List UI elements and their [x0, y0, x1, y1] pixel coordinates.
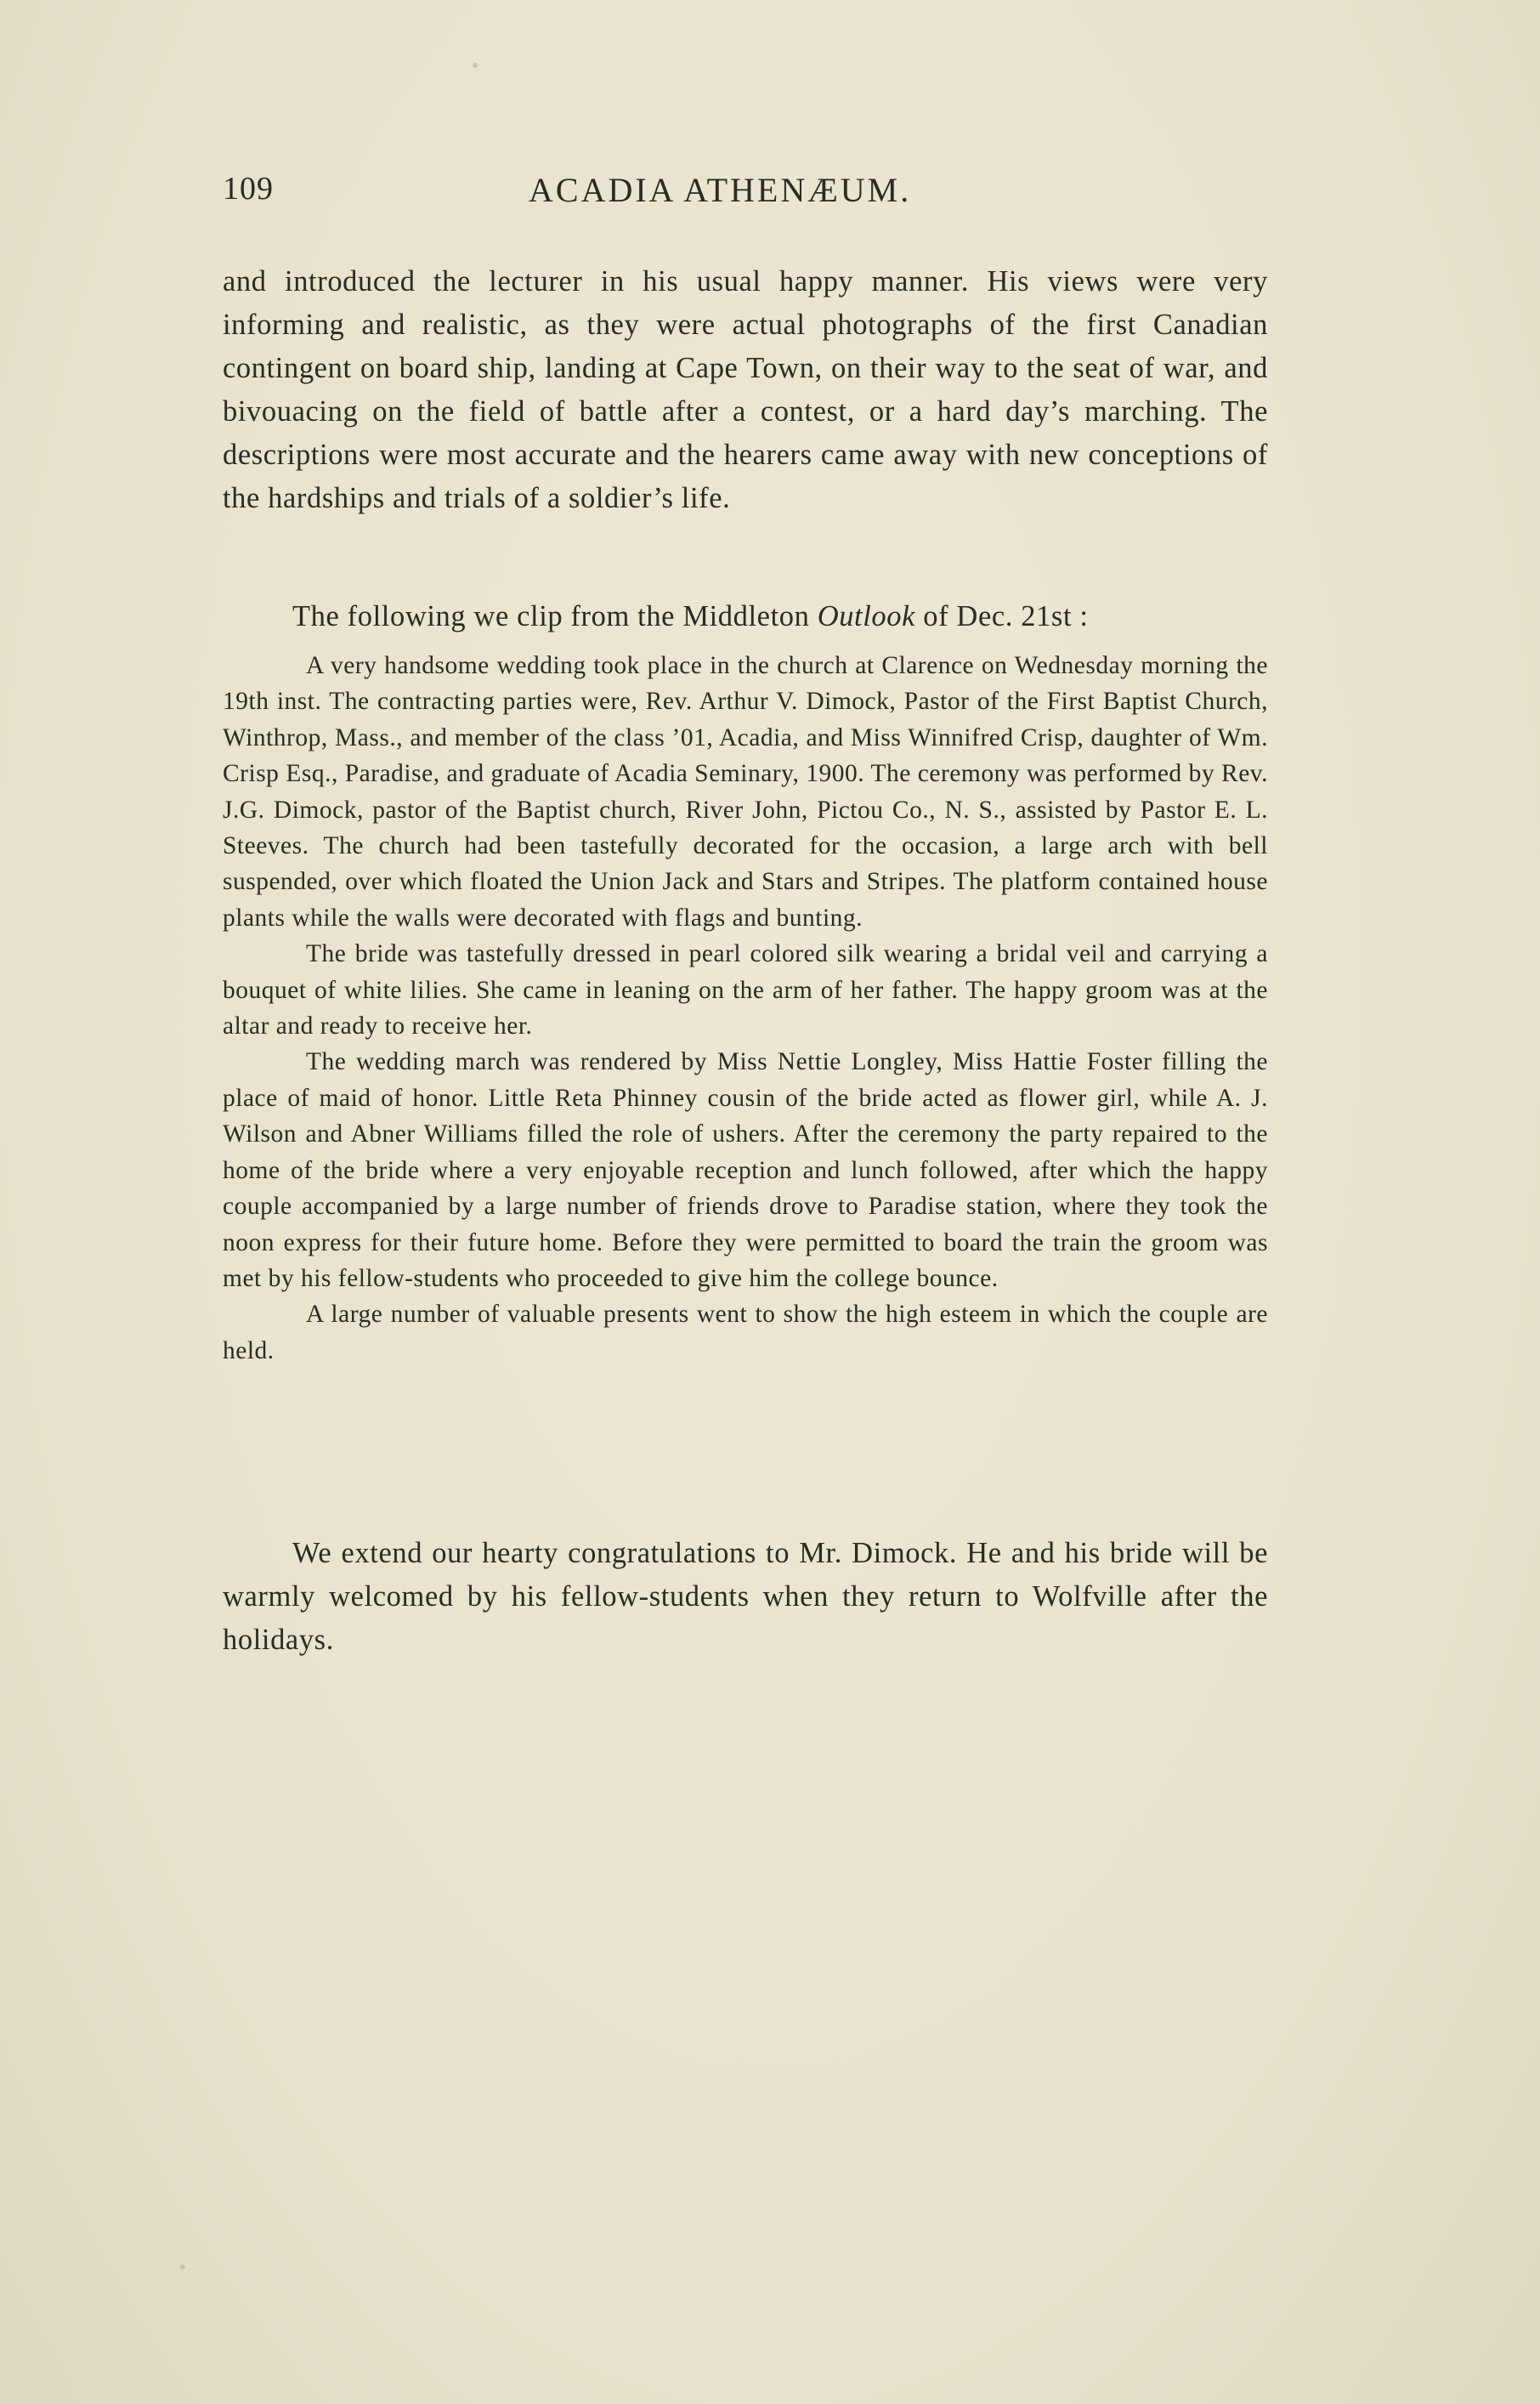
- page-header: [223, 170, 1268, 221]
- article-paragraph: A large number of valuable presents went to show the high esteem in which the couple are held.: [223, 1301, 1268, 1364]
- paper-speck: [180, 2265, 185, 2270]
- article-paragraph: The bride was tastefully dressed in pearl colored silk wearing a bridal veil and carrying a bouquet of white lilies. She came in leaning on the arm of her father. The happy groom was at the altar and ready to receive her.: [223, 940, 1268, 1040]
- clipping-source: Outlook: [817, 600, 916, 632]
- page-number: 109: [223, 171, 274, 207]
- article-paragraph: The wedding march was rendered by Miss Nettie Longley, Miss Hattie Foster filling the place of maid of honor. Little Reta Phinney cousin of the bride acted as flower girl, while A. J. Wilson and Abner Williams filled the role of ushers. After the ceremony the party repaired to the home of the bride where a very enjoyable reception and lunch followed, after which the happy couple accompanied by a large number of friends drove to Paradise station, where they took the noon express for their future home. Before they were permitted to board the train the groom was met by his fellow-students who proceeded to give him the college bounce.: [223, 1048, 1268, 1292]
- clipping-intro-text: The following we clip from the Middleton: [292, 600, 818, 632]
- paper-speck: [473, 63, 478, 68]
- clipping-intro: [223, 595, 1268, 638]
- intro-paragraph: and introduced the lecturer in his usual happy manner. His views were very informing and realistic, as they were actual photographs of the first Canadian contingent on board ship, landing at Cape Town, on their way to the seat of war, and bivouacing on the field of battle after a contest, or a hard day’s marching. The descriptions were most accurate and the hearers came away with new conceptions of the hardships and trials of a soldier’s life.: [223, 265, 1268, 514]
- article-paragraph: A very handsome wedding took place in the church at Clarence on Wednesday morning the 19th inst. The contracting parties were, Rev. Arthur V. Dimock, Pastor of the First Baptist Church, Winthrop, Mass., and member of the class ’01, Acadia, and Miss Winnifred Crisp, daughter of Wm. Crisp Esq., Paradise, and graduate of Acadia Seminary, 1900. The ceremony was performed by Rev. J.G. Dimock, pastor of the Baptist church, River John, Pictou Co., N. S., assisted by Pastor E. L. Steeves. The church had been tastefully decorated for the occasion, a large arch with bell suspended, over which floated the Union Jack and Stars and Stripes. The platform contained house plants while the walls were decorated with flags and bunting.: [223, 652, 1268, 932]
- closing-paragraph: We extend our hearty congratulations to Mr. Dimock. He and his bride will be warmly welcomed by his fellow-students when they return to Wolfville after the holidays.: [223, 1537, 1268, 1656]
- running-head: ACADIA ATHENÆUM.: [529, 171, 912, 209]
- wedding-article: [223, 648, 1268, 1369]
- clipping-intro-date: of Dec. 21st :: [915, 600, 1089, 632]
